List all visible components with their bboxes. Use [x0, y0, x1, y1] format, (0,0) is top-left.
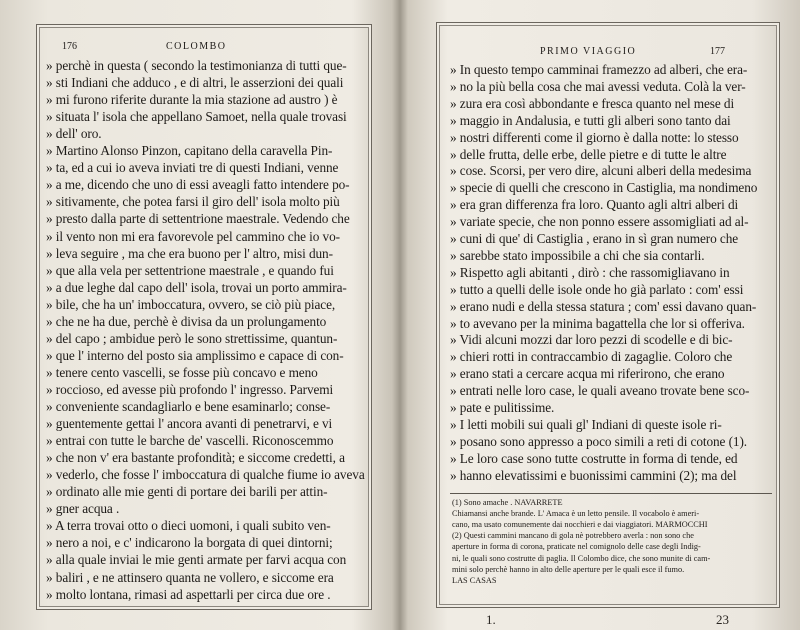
text-line: » entrai con tutte le barche de' vascelli. Riconoscemmo	[46, 433, 334, 449]
text-line: » hanno elevatissimi e buonissimi cammini (2); ma del	[450, 467, 737, 483]
text-line: » leva seguire , ma che era buono per l' altro, misi dun-	[46, 245, 333, 261]
text-line: » que alla vela per settentrione maestrale , e quando fui	[46, 262, 334, 278]
text-line: » guentemente gettai l' ancora avanti di penetrarvi, e vi	[46, 416, 333, 432]
text-line: » alla quale inviai le mie genti armate per farvi acqua con	[46, 552, 347, 568]
text-line: » zura era così abbondante e fresca quanto nel mese di	[450, 95, 735, 111]
text-line: » dell' oro.	[46, 126, 102, 142]
text-line: » variate specie, che non ponno essere assomigliati ad al-	[450, 214, 749, 230]
text-line: » Rispetto agli abitanti , dirò : che rassomigliavano in	[450, 264, 730, 280]
footnote-rule	[450, 493, 772, 494]
footnote-line: (2) Questi cammini mancano di gola nè potrebbero averla : non sono che	[452, 531, 694, 541]
footnote-line: aperture in forma di corona, praticate nel comignolo delle case degli Indig-	[452, 542, 701, 552]
running-head: PRIMO VIAGGIO	[540, 46, 637, 57]
text-line: » erano stati a cercare acqua mi riferirono, che erano	[450, 366, 725, 382]
text-line: » cose. Scorsi, per vero dire, alcuni alberi della medesima	[450, 163, 752, 179]
text-line: » che non v' era bastante profondità; e siccome credetti, a	[46, 450, 345, 466]
text-line: » ordinato alle mie genti di portare dei barili per attin-	[46, 484, 328, 500]
text-line: » nero a noi, e c' indicarono la borgata di quei dintorni;	[46, 535, 333, 551]
text-line: » specie di quelli che crescono in Castiglia, ma nondimeno	[450, 180, 758, 196]
text-line: » ta, ed a cui io aveva inviati tre di questi Indiani, venne	[46, 160, 339, 176]
text-line: » A terra trovai otto o dieci uomoni, i quali subito ven-	[46, 518, 331, 534]
text-line: » vederlo, che fosse l' imboccatura di qualche fiume io aveva	[46, 467, 365, 483]
text-line: » molto lontana, rimasi ad aspettarli per circa due ore .	[46, 586, 331, 602]
footnote-line: mini solo perchè hanno in alto delle aperture per le quali esce il fumo.	[452, 564, 685, 574]
text-line: » delle frutta, delle erbe, delle pietre e di tutte le altre	[450, 146, 727, 162]
text-line: » il vento non mi era favorevole pel cammino che io vo-	[46, 228, 340, 244]
text-line: » to avevano per la minima bagattella che lor si offeriva.	[450, 315, 745, 331]
right-page	[400, 0, 800, 630]
text-line: » roccioso, ed avesse più profondo l' ingresso. Parvemi	[46, 381, 334, 397]
text-line: » chieri rotti in contraccambio di zagaglie. Coloro che	[450, 349, 733, 365]
text-line: » tutto a quelli delle isole onde ho già parlato : com' essi	[450, 281, 744, 297]
page-number: 176	[62, 41, 77, 52]
text-line: » era gran differenza fra loro. Quanto agli altri alberi di	[450, 197, 739, 213]
text-line: » maggio in Andalusia, e tutti gli alberi sono tanto dai	[450, 112, 731, 128]
text-line: » I letti mobili sui quali gl' Indiani di queste isole ri-	[450, 416, 722, 432]
text-line: » bile, che ha un' imboccatura, ovvero, se ciò più piace,	[46, 296, 336, 312]
running-head: COLOMBO	[166, 41, 227, 52]
text-line: » In questo tempo camminai framezzo ad alberi, che era-	[450, 62, 748, 77]
text-line: » conveniente scandagliarlo e bene esaminarlo; conse-	[46, 399, 331, 414]
text-line: » tenere cento vascelli, se fosse più concavo e meno	[46, 364, 318, 380]
footnote-line: (1) Sono amache . NAVARRETE	[452, 498, 563, 507]
text-line: » presto dalla parte di settentrione maestrale. Vedendo che	[46, 211, 350, 227]
text-line: » baliri , e ne attinsero quanta ne vollero, e siccome era	[46, 569, 334, 585]
footnote-line: LAS CASAS	[452, 575, 497, 585]
signature-mark: 1.	[486, 612, 496, 627]
text-line: » sarebbe stato impossibile a chi che sia contarli.	[450, 247, 705, 263]
text-line: » Le loro case sono tutte costrutte in forma di tende, ed	[450, 450, 738, 466]
text-line: » del capo ; ambidue però le sono strettissime, quantun-	[46, 330, 338, 346]
text-line: » sti Indiani che adduco , e di altri, le asserzioni dei quali	[46, 75, 344, 91]
text-line: » no la più bella cosa che mai avessi veduta. Colà la ver-	[450, 78, 746, 94]
text-line: » sitivamente, che potea farsi il giro dell' isola molto più	[46, 194, 340, 210]
text-line: » Martino Alonso Pinzon, capitano della caravella Pin-	[46, 143, 333, 159]
text-line: » que l' interno del posto sia amplissimo e capace di con-	[46, 347, 344, 363]
text-line: » pate e pulitissime.	[450, 400, 555, 415]
text-line: » entrati nelle loro case, le quali aveano trovate bene sco-	[450, 383, 750, 399]
text-line: » nostri differenti come il giorno è dalla notte: lo stesso	[450, 129, 739, 145]
footnote-line: ni, le quali sono costrutte di paglia. Il Colombo dice, che sono munite di cam-	[452, 553, 711, 563]
text-line: » a me, dicendo che uno di essi aveagli fatto intendere po-	[46, 177, 350, 193]
text-line: » mi furono riferite durante la mia stazione ad austro ) è	[46, 92, 338, 108]
sheet-number: 23	[716, 612, 729, 627]
text-line: » che ne ha due, perchè è divisa da un prolungamento	[46, 313, 327, 329]
text-line: » Vidi alcuni mozzi dar loro pezzi di scodelle e di bic-	[450, 332, 733, 348]
text-line: » posano sono appresso a poco simili a reti di cotone (1).	[450, 433, 748, 449]
text-line: » perchè in questa ( secondo la testimonianza di tutti que-	[46, 58, 347, 73]
text-line: » a due leghe dal capo dell' isola, trovai un porto ammira-	[46, 279, 347, 295]
text-line: » situata l' isola che appellano Samoet, nella quale trovasi	[46, 109, 347, 125]
text-line: » gner acqua .	[46, 501, 120, 517]
text-line: » cuni di que' di Castiglia , erano in sì gran numero che	[450, 231, 739, 246]
text-line: » erano nudi e della stessa statura ; com' essi davano quan-	[450, 298, 757, 314]
footnote-line: Chiamansi anche brande. L' Amaca è un letto pensile. Il vocabolo è ameri-	[452, 509, 700, 519]
footnote-line: cano, ma usato comunemente dai nocchieri e dai viaggiatori. MARMOCCHI	[452, 520, 708, 530]
page-number: 177	[710, 46, 725, 57]
